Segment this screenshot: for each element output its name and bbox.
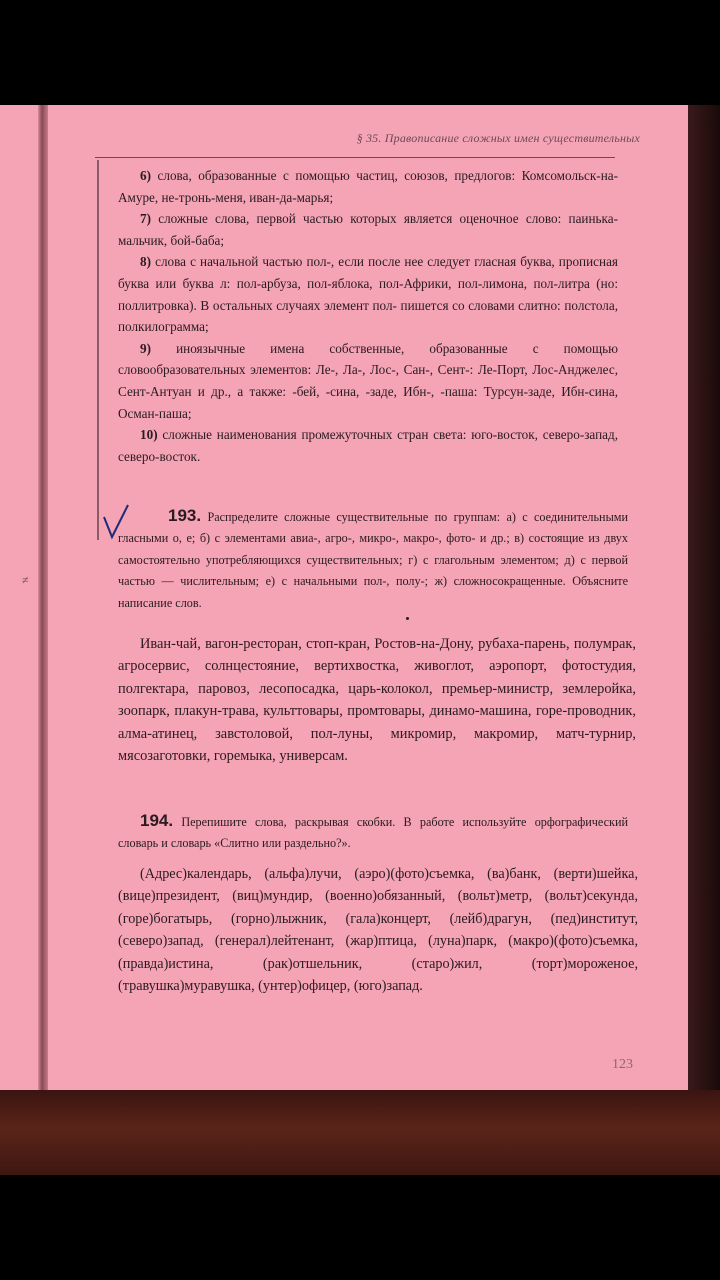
page-number: 123 (612, 1057, 633, 1072)
rule-item: 6) слова, образованные с помощью частиц, союзов, предлогов: Комсомольск-на-Амуре, не-тронь-меня, иван-да-марья; (118, 168, 618, 205)
rule-item: 7) сложные слова, первой частью которых является оценочное слово: паинька-мальчик, бой-баба; (118, 211, 619, 248)
header-rule (95, 157, 615, 158)
exercise-193-words: Иван-чай, вагон-ресторан, стоп-кран, Ростов-на-Дону, рубаха-парень, полумрак, агросервис, солнцестояние, вертихвостка, живоглот, аэропорт, фотостудия, полгектара, паровоз, лесопосадка, царь-колокол, премьер-министр, землеройка, зоопарк, плакун-трава, культтовары, промтовары, динамо-машина, горе-проводник, алма-атинец, завстоловой, пол-луны, микромир, макромир, матч-турнир, мясозаготовки, горемыка, универсам. (118, 636, 636, 765)
exercise-194-words: (Адрес)календарь, (альфа)лучи, (аэро)(фото)съемка, (ва)банк, (верти)шейка, (вице)президент, (виц)мундир, (военно)обязанный, (вольт)метр, (вольт)секунда, (горе)богатырь, (горно)лыжник, (гала)концерт, (лейб)драгун, (пед)институт, (северо)запад, (генерал)лейтенант, (жар)птица, (луна)парк, (макро)(фото)съемка, (правда)истина, (рак)отшельник, (старо)жил, (торт)мороженое, (травушка)муравушка, (унтер)офицер, (юго)запад. (118, 866, 638, 995)
top-black-band (0, 0, 720, 105)
book-page (0, 105, 694, 1103)
rules-list (118, 165, 618, 467)
exercise-194-task: 194. Перепишите слова, раскрывая скобки. В работе используйте орфографический словарь и словарь «Слитно или раздельно?». (118, 811, 629, 851)
rule-item: 10) сложные наименования промежуточных стран света: юго-восток, северо-запад, северо-восток. (118, 427, 619, 464)
margin-line (97, 160, 99, 540)
table-surface (0, 1090, 720, 1175)
exercise-number: 194. (140, 811, 174, 830)
exercise-number: 193. (168, 506, 202, 525)
margin-mark: ≠ (22, 573, 29, 587)
exercise-193-task: 193. Распределите сложные существительные по группам: а) с соединительными гласными о, е; б) с элементами авиа-, агро-, микро-, макро-, фото- и др.; в) состоящие из двух самостоятельно употребляющихся существительных; г) с глагольным элементом; д) с первой частью — числительным; е) с начальными пол-, полу-; ж) сложносокращенные. Объясните написание слов. (118, 506, 629, 610)
running-head: § 35. Правописание сложных имен существительных (356, 131, 640, 145)
page-edge-shadow (688, 105, 720, 1105)
rule-item: 9) иноязычные имена собственные, образованные с помощью словообразовательных элементов: Ле-, Ла-, Лос-, Сан-, Сент-: Ле-Порт, Лос-Анджелес, Сент-Антуан и др., а также: -бей, -сина, -заде, Ибн-, -паша: Турсун-заде, Ибн-сина, Осман-паша; (118, 340, 618, 421)
dot-mark (406, 617, 409, 620)
bottom-black-band (0, 1175, 720, 1280)
rule-item: 8) слова с начальной частью пол-, если после нее следует гласная буква, прописная буква или буква л: пол-арбуза, пол-яблока, пол-Африки, пол-лимона, пол-литра (но: поллитровка). В остальных случаях элемент пол- пишется со словами слитно: полстола, полкилограмма; (118, 254, 618, 335)
page-binding (38, 105, 48, 1103)
